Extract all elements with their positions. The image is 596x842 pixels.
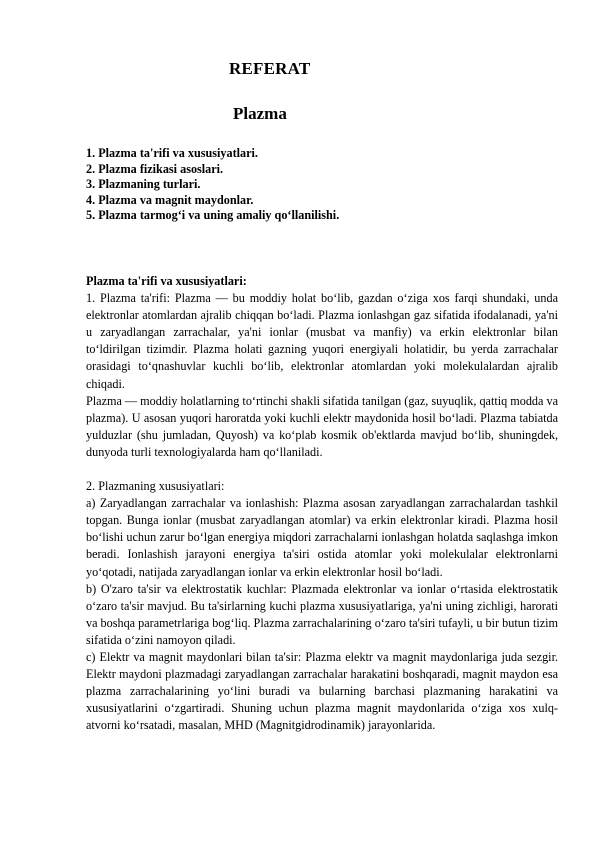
paragraph: 1. Plazma ta'rifi: Plazma — bu moddiy holat bo‘lib, gazdan o‘ziga xos farqi shundaki, unda elektronlar atomlardan ajralib chiqqan bo‘ladi. Plazma ionlashgan gaz sifatida ifodalanadi, ya'ni u zaryadlangan zarrachalar, ya'ni ionlar (musbat va manfiy) va erkin elektronlar bilan to‘ldirilgan tizimdir. Plazma holati gazning yuqori energiyali holatidir, bu yerda zarrachalar orasidagi to‘qnashuvlar kuchli bo‘lib, elektronlar atomlardan yoki molekulalardan ajralib chiqadi. xyxy=(86,291,558,391)
paragraph: a) Zaryadlangan zarrachalar va ionlashish: Plazma asosan zaryadlangan zarrachalardan tashkil topgan. Bunga ionlar (musbat zaryadlangan atomlar) va erkin elektronlar kiradi. Plazma hosil bo‘lishi uchun zarur bo‘lgan energiya miqdori zarrachalarni ionlashgan holatda saqlashga imkon beradi. Ionlashish jarayoni energiya ta'siri ostida atomlar yoki molekulalar elektronlarni yo‘qotadi, natijada zaryadlangan ionlar va erkin elektronlar hosil bo‘ladi. xyxy=(86,496,558,579)
toc-item: 1. Plazma ta'rifi va xususiyatlari. xyxy=(86,146,258,160)
section-heading: Plazma ta'rifi va xususiyatlari: xyxy=(86,274,247,288)
paragraph-spacer xyxy=(86,461,558,478)
toc-item: 2. Plazma fizikasi asoslari. xyxy=(86,161,224,176)
document-title: Plazma xyxy=(233,104,287,123)
document-body xyxy=(86,273,558,734)
document-label: REFERAT xyxy=(229,59,311,78)
paragraph: b) O'zaro ta'sir va elektrostatik kuchlar: Plazmada elektronlar va ionlar o‘rtasida elektrostatik o‘zaro ta'sir mavjud. Bu ta'sirlarning kuchi plazma xususiyatlariga, ya'ni uning zichligi, harorati va boshqa parametrlariga bog‘liq. Plazma zarrachalarining o‘zaro ta'siri tufayli, u bir butun tizim sifatida o‘zini namoyon qiladi. xyxy=(86,581,558,647)
toc-item: 3. Plazmaning turlari. xyxy=(86,177,201,191)
paragraph: Plazma — moddiy holatlarning to‘rtinchi shakli sifatida tanilgan (gaz, suyuqlik, qattiq modda va plazma). U asosan yuqori haroratda yoki kuchli elektr maydonida hosil bo‘ladi. Plazma tabiatda yulduzlar (shu jumladan, Quyosh) va ko‘plab kosmik ob'ektlarda mavjud bo‘lib, shuningdek, dunyoda turli texnologiyalarda ham qo‘llaniladi. xyxy=(86,393,558,459)
paragraph: c) Elektr va magnit maydonlari bilan ta'sir: Plazma elektr va magnit maydonlariga juda sezgir. Elektr maydoni plazmadagi zaryadlangan zarrachalar harakatini boshqaradi, magnit maydon esa plazma zarrachalarining yo‘lini buradi va bularning barchasi plazmaning harakatini va xususiyatlarini o‘zgartiradi. Shuning uchun plazma magnit maydonlarida o‘ziga xos xulq-atvorni ko‘rsatadi, masalan, MHD (Magnitgidrodinamik) jarayonlarida. xyxy=(86,649,558,733)
toc-item: 4. Plazma va magnit maydonlar. xyxy=(86,192,254,207)
table-of-contents xyxy=(86,146,526,224)
toc-item: 5. Plazma tarmog‘i va uning amaliy qo‘llanilishi. xyxy=(86,208,340,222)
subsection-heading: 2. Plazmaning xususiyatlari: xyxy=(86,479,225,494)
